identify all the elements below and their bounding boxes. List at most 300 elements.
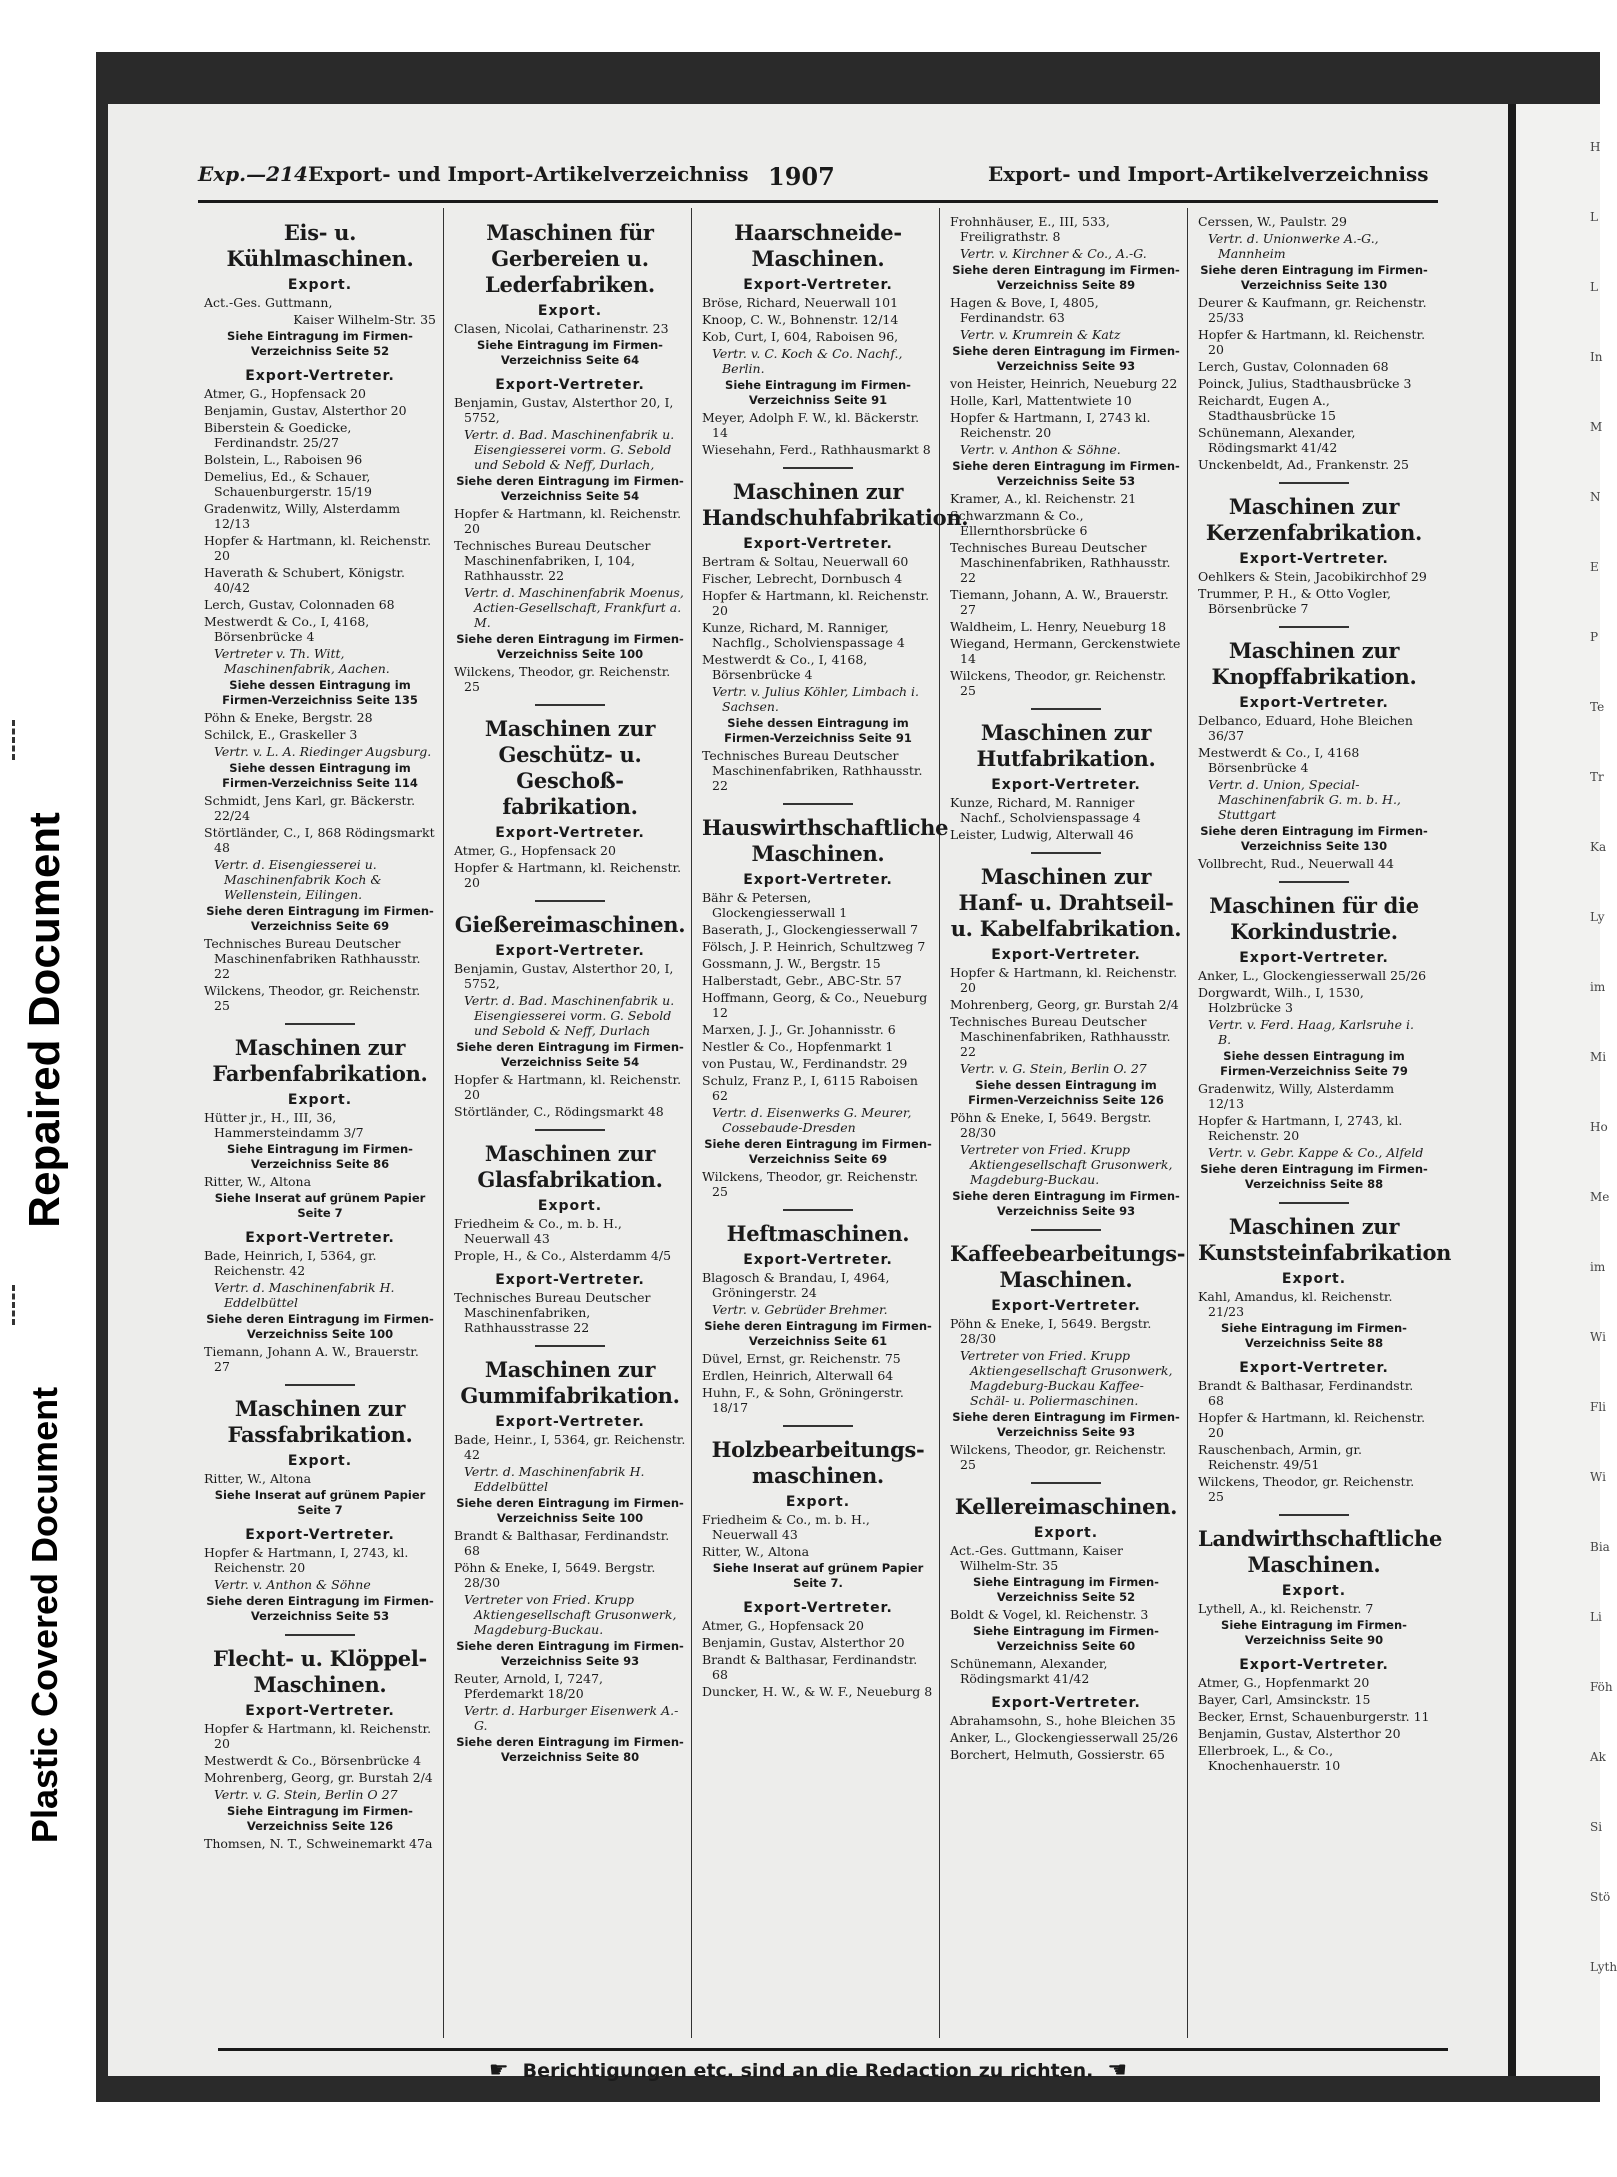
section-subtitle: Export-Vertreter. (991, 947, 1141, 963)
adjacent-page-fragment: Mi (1590, 1050, 1607, 1064)
reference-note: Siehe deren Eintragung im Firmen-Verzeichniss Seite 130 (1200, 824, 1428, 853)
directory-section (204, 1231, 436, 1374)
section-title: Maschinen zur Gummifabrikation. (460, 1357, 680, 1408)
firm-entry: Benjamin, Gustav, Alsterthor 20 (702, 1635, 905, 1650)
directory-section (950, 214, 1182, 698)
firm-entry: Marxen, J. J., Gr. Johannisstr. 6 (702, 1022, 896, 1037)
section-divider (783, 1209, 853, 1211)
firm-entry: Abrahamsohn, S., hohe Bleichen 35 (950, 1713, 1176, 1728)
section-title: Gießereimaschinen. (454, 912, 686, 937)
section-subtitle: Export. (287, 1453, 353, 1469)
firm-entry: Hopfer & Hartmann, I, 2743, kl. Reichenstr. 20 (1198, 1113, 1403, 1143)
firm-entry: Wiegand, Hermann, Gerckenstwiete 14 (950, 636, 1181, 666)
directory-section (1198, 214, 1430, 472)
firm-entry: Schünemann, Alexander, Rödingsmarkt 41/42 (1198, 425, 1356, 455)
adjacent-page-fragment: Me (1590, 1190, 1610, 1204)
firm-entry: Cerssen, W., Paulstr. 29 (1198, 214, 1347, 229)
agency-note: Vertr. v. Kirchner & Co., A.-G. (960, 246, 1147, 261)
page-footer (108, 2058, 1508, 2083)
firm-entry: Hagen & Bove, I, 4805, Ferdinandstr. 63 (950, 295, 1099, 325)
firm-entry: von Pustau, W., Ferdinandstr. 29 (702, 1056, 908, 1071)
firm-entry: Haverath & Schubert, Königstr. 40/42 (204, 565, 405, 595)
adjacent-page-fragment: Bia (1590, 1540, 1610, 1554)
column-rule (443, 208, 444, 2038)
firm-entry: Hopfer & Hartmann, kl. Reichenstr. 20 (454, 506, 682, 536)
section-title: Heftmaschinen. (726, 1221, 910, 1246)
firm-entry: Rauschenbach, Armin, gr. Reichenstr. 49/51 (1198, 1442, 1362, 1472)
agency-note: Vertr. v. Anthon & Söhne (214, 1577, 371, 1592)
section-title: Flecht- u. Klöppel-Maschinen. (213, 1646, 427, 1697)
firm-entry: von Heister, Heinrich, Neueburg 22 (950, 376, 1178, 391)
firm-entry: Brandt & Balthasar, Ferdinandstr. 68 (702, 1652, 918, 1682)
firm-entry: Technisches Bureau Deutscher Maschinenfabriken, Rathhausstrasse 22 (454, 1290, 651, 1335)
reference-note: Siehe deren Eintragung im Firmen-Verzeichniss Seite 88 (1200, 1162, 1428, 1191)
section-title: Eis- u. Kühlmaschinen. (226, 220, 414, 271)
firm-entry: Dorgwardt, Wilh., I, 1530, Holzbrücke 3 (1198, 985, 1364, 1015)
firm-entry: Fölsch, J. P. Heinrich, Schultzweg 7 (702, 939, 926, 954)
adjacent-page-fragment: Si (1590, 1820, 1603, 1834)
directory-section (950, 852, 1182, 1219)
agency-note: Vertr. d. Maschinenfabrik H. Eddelbüttel (464, 1464, 645, 1494)
firm-entry: Anker, L., Glockengiesserwall 25/26 (950, 1730, 1179, 1745)
directory-section (454, 220, 686, 368)
firm-entry: Hopfer & Hartmann, kl. Reichenstr. 20 (1198, 327, 1426, 357)
firm-entry: Bade, Heinr., I, 5364, gr. Reichenstr. 42 (454, 1432, 686, 1462)
directory-section (1198, 1514, 1443, 1648)
section-subtitle: Export-Vertreter. (743, 1252, 893, 1268)
firm-entry: Blagosch & Brandau, I, 4964, Gröningerstr. 24 (702, 1270, 890, 1300)
section-subtitle: Export. (1281, 1271, 1347, 1287)
firm-entry: Atmer, G., Hopfensack 20 (454, 843, 616, 858)
adjacent-page-fragment: Ka (1590, 840, 1607, 854)
agency-note: Vertr. v. Krumrein & Katz (960, 327, 1121, 342)
agency-note: Vertr. d. Union, Special-Maschinenfabrik G. m. b. H., Stuttgart (1208, 777, 1401, 822)
adjacent-page-fragment: H (1590, 140, 1601, 154)
section-divider (1031, 708, 1101, 710)
firm-entry: Hopfer & Hartmann, I, 2743, kl. Reichenstr. 20 (204, 1545, 409, 1575)
firm-entry: Bähr & Petersen, Glockengiesserwall 1 (702, 890, 848, 920)
section-divider (1279, 482, 1349, 484)
adjacent-page-fragment: Wi (1590, 1470, 1606, 1484)
firm-entry: Technisches Bureau Deutscher Maschinenfabriken Rathhausstr. 22 (204, 936, 421, 981)
reference-note: Siehe deren Eintragung im Firmen-Verzeichniss Seite 93 (952, 1410, 1180, 1439)
firm-entry: Atmer, G., Hopfensack 20 (702, 1618, 864, 1633)
directory-section (950, 1229, 1186, 1472)
firm-entry: Knoop, C. W., Bohnenstr. 12/14 (702, 312, 899, 327)
agency-note: Vertr. d. Eisenwerks G. Meurer, Cossebaude-Dresden (712, 1105, 912, 1135)
section-subtitle: Export. (287, 1092, 353, 1108)
directory-section (204, 1023, 436, 1221)
firm-entry: Kaiser Wilhelm-Str. 35 (293, 312, 436, 327)
reference-note: Siehe deren Eintragung im Firmen-Verzeichniss Seite 93 (456, 1639, 684, 1668)
directory-section (454, 1273, 686, 1335)
section-title: Hauswirthschaftliche Maschinen. (702, 815, 949, 866)
section-divider (1031, 1229, 1101, 1231)
directory-section (950, 708, 1182, 842)
agency-note: Vertr. v. G. Stein, Berlin O. 27 (960, 1061, 1147, 1076)
label-divider-top (12, 720, 15, 760)
section-divider (783, 467, 853, 469)
page-number: Exp.—214 (198, 162, 308, 186)
section-divider (535, 900, 605, 902)
directory-section (204, 1634, 436, 1851)
section-title: Maschinen für die Korkindustrie. (1209, 893, 1419, 944)
reference-note: Siehe deren Eintragung im Firmen-Verzeichniss Seite 53 (952, 459, 1180, 488)
section-title: Maschinen zur Glasfabrikation. (477, 1141, 663, 1192)
firm-entry: Bade, Heinrich, I, 5364, gr. Reichenstr. 42 (204, 1248, 377, 1278)
firm-entry: Benjamin, Gustav, Alsterthor 20 (1198, 1726, 1401, 1741)
directory-section (454, 704, 686, 890)
firm-entry: Tiemann, Johann A. W., Brauerstr. 27 (204, 1344, 419, 1374)
reference-note: Siehe Inserat auf grünem Papier Seite 7 (214, 1191, 426, 1220)
section-subtitle: Export. (785, 1494, 851, 1510)
section-title: Maschinen zur Knopffabrikation. (1211, 638, 1417, 689)
reference-note: Siehe deren Eintragung im Firmen-Verzeichniss Seite 54 (456, 1040, 684, 1069)
section-subtitle: Export-Vertreter. (495, 1272, 645, 1288)
section-title: Maschinen zur Hanf- u. Drahtseil- u. Kabelfabrikation. (950, 864, 1182, 941)
reference-note: Siehe Inserat auf grünem Papier Seite 7. (712, 1561, 924, 1590)
adjacent-page-fragment: M (1590, 420, 1603, 434)
firm-entry: Technisches Bureau Deutscher Maschinenfabriken, Rathhausstr. 22 (950, 540, 1171, 585)
section-divider (1279, 1514, 1349, 1516)
section-subtitle: Export-Vertreter. (1239, 551, 1389, 567)
reference-note: Siehe dessen Eintragung im Firmen-Verzeichniss Seite 114 (222, 761, 418, 790)
reference-note: Siehe deren Eintragung im Firmen-Verzeichniss Seite 69 (704, 1137, 932, 1166)
firm-entry: Huhn, F., & Sohn, Gröningerstr. 18/17 (702, 1385, 904, 1415)
reference-note: Siehe deren Eintragung im Firmen-Verzeichniss Seite 100 (456, 1496, 684, 1525)
section-subtitle: Export-Vertreter. (1239, 950, 1389, 966)
page-header (198, 162, 1438, 202)
pointing-hand-left-icon: ☚ (1107, 2058, 1128, 2083)
reference-note: Siehe Eintragung im Firmen-Verzeichniss Seite 88 (1221, 1321, 1407, 1350)
repaired-document-label: Repaired Document (20, 812, 70, 1228)
directory-section (1198, 1658, 1430, 1773)
firm-entry: Oehlkers & Stein, Jacobikirchhof 29 (1198, 569, 1427, 584)
agency-note: Vertr. d. Unionwerke A.-G., Mannheim (1208, 231, 1379, 261)
directory-section (204, 369, 436, 1013)
section-subtitle: Export. (537, 1198, 603, 1214)
adjacent-page-fragment: Li (1590, 1610, 1602, 1624)
firm-entry: Pöhn & Eneke, Bergstr. 28 (204, 710, 373, 725)
section-subtitle: Export-Vertreter. (245, 1703, 395, 1719)
section-subtitle: Export-Vertreter. (495, 377, 645, 393)
section-subtitle: Export-Vertreter. (245, 1230, 395, 1246)
directory-section (204, 1528, 436, 1624)
firm-entry: Mestwerdt & Co., Börsenbrücke 4 (204, 1753, 422, 1768)
reference-note: Siehe dessen Eintragung im Firmen-Verzeichniss Seite 91 (724, 716, 912, 745)
firm-entry: Ritter, W., Altona (204, 1471, 312, 1486)
firm-entry: Benjamin, Gustav, Alsterthor 20, I, 5752, (454, 961, 674, 991)
firm-entry: Technisches Bureau Deutscher Maschinenfabriken, I, 104, Rathhausstr. 22 (454, 538, 651, 583)
section-title: Maschinen zur Handschuhfabrikation. (702, 479, 969, 530)
adjacent-page-fragment: Tr (1590, 770, 1604, 784)
firm-entry: Lerch, Gustav, Colonnaden 68 (1198, 359, 1389, 374)
section-divider (285, 1023, 355, 1025)
firm-entry: Kunze, Richard, M. Ranniger, Nachflg., Scholvienspassage 4 (702, 620, 905, 650)
reference-note: Siehe deren Eintragung im Firmen-Verzeichniss Seite 53 (206, 1594, 434, 1623)
firm-entry: Act.-Ges. Guttmann, (204, 295, 333, 310)
directory-section (204, 1384, 436, 1518)
firm-entry: Trummer, P. H., & Otto Vogler, Börsenbrücke 7 (1198, 586, 1391, 616)
reference-note: Siehe Eintragung im Firmen-Verzeichniss Seite 52 (973, 1575, 1159, 1604)
agency-note: Vertr. d. Harburger Eisenwerk A.-G. (464, 1703, 679, 1733)
firm-entry: Schwarzmann & Co., Ellernthorsbrücke 6 (950, 508, 1088, 538)
section-divider (535, 1129, 605, 1131)
directory-section (1198, 626, 1430, 871)
firm-entry: Mestwerdt & Co., I, 4168, Börsenbrücke 4 (204, 614, 370, 644)
firm-entry: Hoffmann, Georg, & Co., Neueburg 12 (702, 990, 928, 1020)
reference-note: Siehe deren Eintragung im Firmen-Verzeichniss Seite 89 (952, 263, 1180, 292)
adjacent-page-fragment: Ly (1590, 910, 1605, 924)
section-title: Maschinen zur Kerzenfabrikation. (1205, 494, 1423, 545)
section-subtitle: Export-Vertreter. (991, 777, 1141, 793)
adjacent-page-fragment: L (1590, 280, 1598, 294)
directory-section (1198, 881, 1430, 1192)
firm-entry: Hopfer & Hartmann, kl. Reichenstr. 20 (454, 1072, 682, 1102)
firm-entry: Hopfer & Hartmann, kl. Reichenstr. 20 (950, 965, 1178, 995)
section-subtitle: Export-Vertreter. (743, 872, 893, 888)
firm-entry: Hopfer & Hartmann, kl. Reichenstr. 20 (204, 533, 432, 563)
firm-entry: Pöhn & Eneke, I, 5649. Bergstr. 28/30 (950, 1110, 1152, 1140)
firm-entry: Schünemann, Alexander, Rödingsmarkt 41/42 (950, 1656, 1108, 1686)
section-title: Maschinen zur Hutfabrikation. (976, 720, 1156, 771)
reference-note: Siehe dessen Eintragung im Firmen-Verzeichniss Seite 126 (968, 1078, 1164, 1107)
firm-entry: Wilckens, Theodor, gr. Reichenstr. 25 (204, 983, 421, 1013)
adjacent-page-fragment: im (1590, 980, 1606, 994)
reference-note: Siehe deren Eintragung im Firmen-Verzeichniss Seite 80 (456, 1735, 684, 1764)
firm-entry: Holle, Karl, Mattentwiete 10 (950, 393, 1132, 408)
firm-entry: Reuter, Arnold, I, 7247, Pferdemarkt 18/20 (454, 1671, 604, 1701)
agency-note: Vertr. v. L. A. Riedinger Augsburg. (214, 744, 432, 759)
reference-note: Siehe Eintragung im Firmen-Verzeichniss Seite 60 (973, 1624, 1159, 1653)
reference-note: Siehe Eintragung im Firmen-Verzeichniss Seite 86 (227, 1142, 413, 1171)
section-subtitle: Export. (537, 303, 603, 319)
plastic-covered-document-label: Plastic Covered Document (24, 1386, 66, 1844)
column-rule (691, 208, 692, 2038)
section-divider (285, 1384, 355, 1386)
firm-entry: Boldt & Vogel, kl. Reichenstr. 3 (950, 1607, 1149, 1622)
firm-entry: Wiesehahn, Ferd., Rathhausmarkt 8 (702, 442, 931, 457)
agency-note: Vertr. v. Anthon & Söhne. (960, 442, 1121, 457)
firm-entry: Brandt & Balthasar, Ferdinandstr. 68 (454, 1528, 670, 1558)
agency-note: Vertreter von Fried. Krupp Aktiengesellschaft Grusonwerk, Magdeburg-Buckau Kaffee-Schäl- u. Poliermaschinen. (960, 1348, 1173, 1408)
firm-entry: Gradenwitz, Willy, Alsterdamm 12/13 (204, 501, 401, 531)
section-divider (1031, 852, 1101, 854)
section-subtitle: Export-Vertreter. (1239, 695, 1389, 711)
column-1 (204, 214, 436, 2039)
directory-section (454, 378, 686, 694)
column-2 (454, 214, 686, 2039)
firm-entry: Wilckens, Theodor, gr. Reichenstr. 25 (950, 668, 1167, 698)
section-divider (783, 803, 853, 805)
agency-note: Vertr. v. Ferd. Haag, Karlsruhe i. B. (1208, 1017, 1415, 1047)
firm-entry: Friedheim & Co., m. b. H., Neuerwall 43 (702, 1512, 870, 1542)
firm-entry: Mohrenberg, Georg, gr. Burstah 2/4 (950, 997, 1179, 1012)
firm-entry: Hopfer & Hartmann, kl. Reichenstr. 20 (702, 588, 930, 618)
firm-entry: Act.-Ges. Guttmann, Kaiser Wilhelm-Str. 35 (950, 1543, 1124, 1573)
firm-entry: Clasen, Nicolai, Catharinenstr. 23 (454, 321, 669, 336)
section-subtitle: Export-Vertreter. (743, 536, 893, 552)
firm-entry: Meyer, Adolph F. W., kl. Bäckerstr. 14 (702, 410, 920, 440)
firm-entry: Pöhn & Eneke, I, 5649. Bergstr. 28/30 (950, 1316, 1152, 1346)
firm-entry: Anker, L., Glockengiesserwall 25/26 (1198, 968, 1427, 983)
section-subtitle: Export-Vertreter. (495, 943, 645, 959)
section-title: Maschinen zur Geschütz- u. Geschoß-fabrikation. (484, 716, 656, 819)
pointing-hand-right-icon: ☛ (488, 2058, 509, 2083)
directory-section (950, 1482, 1182, 1686)
adjacent-page-fragment: Stö (1590, 1890, 1611, 1904)
directory-section (702, 1209, 934, 1415)
section-subtitle: Export-Vertreter. (1239, 1360, 1389, 1376)
header-title-right: Export- und Import-Artikelverzeichniss (988, 162, 1429, 186)
adjacent-page-fragment: L (1590, 210, 1598, 224)
firm-entry: Ritter, W., Altona (702, 1544, 810, 1559)
adjacent-page-fragment: In (1590, 350, 1603, 364)
directory-section (950, 1696, 1182, 1762)
firm-entry: Hütter jr., H., III, 36, Hammersteindamm 3/7 (204, 1110, 364, 1140)
firm-entry: Wilckens, Theodor, gr. Reichenstr. 25 (454, 664, 671, 694)
firm-entry: Frohnhäuser, E., III, 533, Freiligrathstr. 8 (950, 214, 1110, 244)
directory-section (454, 900, 686, 1119)
firm-entry: Düvel, Ernst, gr. Reichenstr. 75 (702, 1351, 901, 1366)
directory-section (702, 467, 969, 793)
section-subtitle: Export-Vertreter. (495, 1414, 645, 1430)
firm-entry: Benjamin, Gustav, Alsterthor 20 (204, 403, 407, 418)
firm-entry: Becker, Ernst, Schauenburgerstr. 11 (1198, 1709, 1430, 1724)
firm-entry: Schilck, E., Graskeller 3 (204, 727, 358, 742)
reference-note: Siehe deren Eintragung im Firmen-Verzeichniss Seite 69 (206, 904, 434, 933)
firm-entry: Delbanco, Eduard, Hohe Bleichen 36/37 (1198, 713, 1413, 743)
firm-entry: Technisches Bureau Deutscher Maschinenfabriken, Rathhausstr. 22 (702, 748, 923, 793)
section-subtitle: Export-Vertreter. (991, 1298, 1141, 1314)
agency-note: Vertr. v. Julius Köhler, Limbach i. Sachsen. (712, 684, 919, 714)
agency-note: Vertreter von Fried. Krupp Aktiengesellschaft Grusonwerk, Magdeburg-Buckau. (464, 1592, 677, 1637)
firm-entry: Mohrenberg, Georg, gr. Burstah 2/4 (204, 1770, 433, 1785)
firm-entry: Mestwerdt & Co., I, 4168 Börsenbrücke 4 (1198, 745, 1360, 775)
firm-entry: Hopfer & Hartmann, I, 2743 kl. Reichenstr. 20 (950, 410, 1151, 440)
firm-entry: Borchert, Helmuth, Gossierstr. 65 (950, 1747, 1165, 1762)
adjacent-page-fragment: P (1590, 630, 1599, 644)
header-title-left: Export- und Import-Artikelverzeichniss (308, 162, 749, 186)
directory-section (702, 220, 934, 457)
section-subtitle: Export-Vertreter. (1239, 1657, 1389, 1673)
header-year: 1907 (768, 162, 835, 191)
firm-entry: Tiemann, Johann, A. W., Brauerstr. 27 (950, 587, 1169, 617)
directory-section (204, 220, 436, 359)
firm-entry: Halberstadt, Gebr., ABC-Str. 57 (702, 973, 902, 988)
document-page (108, 104, 1508, 2083)
firm-entry: Hopfer & Hartmann, kl. Reichenstr. 20 (204, 1721, 432, 1751)
firm-entry: Brandt & Balthasar, Ferdinandstr. 68 (1198, 1378, 1414, 1408)
firm-entry: Hopfer & Hartmann, kl. Reichenstr. 20 (454, 860, 682, 890)
section-subtitle: Export-Vertreter. (495, 825, 645, 841)
adjacent-page-fragment: Ak (1590, 1750, 1606, 1764)
section-title: Landwirthschaftliche Maschinen. (1198, 1526, 1443, 1577)
reference-note: Siehe dessen Eintragung im Firmen-Verzeichniss Seite 79 (1220, 1049, 1408, 1078)
firm-entry: Erdlen, Heinrich, Alterwall 64 (702, 1368, 894, 1383)
firm-entry: Bayer, Carl, Amsinckstr. 15 (1198, 1692, 1371, 1707)
directory-section (1198, 1361, 1430, 1504)
firm-entry: Prople, H., & Co., Alsterdamm 4/5 (454, 1248, 672, 1263)
column-rule (1187, 208, 1188, 2038)
top-margin (0, 0, 1600, 52)
column-4 (950, 214, 1186, 2039)
agency-note: Vertr. v. Gebrüder Brehmer. (712, 1302, 888, 1317)
reference-note: Siehe deren Eintragung im Firmen-Verzeichniss Seite 100 (206, 1312, 434, 1341)
firm-entry: Benjamin, Gustav, Alsterthor 20, I, 5752, (454, 395, 674, 425)
agency-note: Vertr. d. Maschinenfabrik H. Eddelbüttel (214, 1280, 395, 1310)
firm-entry: Pöhn & Eneke, I, 5649. Bergstr. 28/30 (454, 1560, 656, 1590)
adjacent-page-fragment: N (1590, 490, 1601, 504)
firm-entry: Wilckens, Theodor, gr. Reichenstr. 25 (1198, 1474, 1415, 1504)
section-title: Kaffeebearbeitungs-Maschinen. (950, 1241, 1186, 1292)
firm-entry: Demelius, Ed., & Schauer, Schauenburgerstr. 15/19 (204, 469, 372, 499)
firm-entry: Lythell, A., kl. Reichenstr. 7 (1198, 1601, 1374, 1616)
section-divider (535, 1345, 605, 1347)
agency-note: Vertr. v. G. Stein, Berlin O 27 (214, 1787, 398, 1802)
section-title: Kellereimaschinen. (954, 1494, 1178, 1519)
directory-section (1198, 482, 1430, 616)
section-divider (1279, 881, 1349, 883)
column-rule (939, 208, 940, 2038)
firm-entry: Deurer & Kaufmann, gr. Reichenstr. 25/33 (1198, 295, 1427, 325)
section-title: Holzbearbeitungs-maschinen. (711, 1437, 925, 1488)
section-subtitle: Export-Vertreter. (743, 1600, 893, 1616)
firm-entry: Ritter, W., Altona (204, 1174, 312, 1189)
section-subtitle: Export. (1281, 1583, 1347, 1599)
directory-section (454, 1345, 686, 1765)
section-subtitle: Export-Vertreter. (245, 1527, 395, 1543)
section-title: Maschinen zur Fassfabrikation. (227, 1396, 413, 1447)
directory-section (702, 1601, 934, 1699)
directory-section (702, 803, 949, 1199)
firm-entry: Vollbrecht, Rud., Neuerwall 44 (1198, 856, 1394, 871)
section-subtitle: Export-Vertreter. (743, 277, 893, 293)
firm-entry: Atmer, G., Hopfensack 20 (204, 386, 366, 401)
directory-section (702, 1425, 934, 1591)
adjacent-page-fragment: Lyth (1590, 1960, 1617, 1974)
reference-note: Siehe Eintragung im Firmen-Verzeichniss Seite 90 (1221, 1618, 1407, 1647)
label-divider-bottom (12, 1285, 15, 1325)
firm-entry: Kob, Curt, I, 604, Raboisen 96, (702, 329, 899, 344)
firm-entry: Atmer, G., Hopfenmarkt 20 (1198, 1675, 1370, 1690)
section-subtitle: Export. (1033, 1525, 1099, 1541)
reference-note: Siehe Eintragung im Firmen-Verzeichniss Seite 126 (227, 1804, 413, 1833)
reference-note: Siehe deren Eintragung im Firmen-Verzeichniss Seite 93 (952, 344, 1180, 373)
adjacent-page-fragment: Ho (1590, 1120, 1608, 1134)
agency-note: Vertreter v. Th. Witt, Maschinenfabrik, Aachen. (214, 646, 390, 676)
firm-entry: Wilckens, Theodor, gr. Reichenstr. 25 (702, 1169, 919, 1199)
adjacent-page-fragment: Fli (1590, 1400, 1607, 1414)
firm-entry: Mestwerdt & Co., I, 4168, Börsenbrücke 4 (702, 652, 868, 682)
firm-entry: Schmidt, Jens Karl, gr. Bäckerstr. 22/24 (204, 793, 416, 823)
reference-note: Siehe deren Eintragung im Firmen-Verzeichniss Seite 130 (1200, 263, 1428, 292)
firm-entry: Störtländer, C., I, 868 Rödingsmarkt 48 (204, 825, 435, 855)
firm-entry: Nestler & Co., Hopfenmarkt 1 (702, 1039, 894, 1054)
agency-note: Vertr. v. Gebr. Kappe & Co., Alfeld (1208, 1145, 1424, 1160)
reference-note: Siehe deren Eintragung im Firmen-Verzeichniss Seite 93 (952, 1189, 1180, 1218)
firm-entry: Bolstein, L., Raboisen 96 (204, 452, 363, 467)
firm-entry: Kunze, Richard, M. Ranniger Nachf., Scholvienspassage 4 (950, 795, 1141, 825)
reference-note: Siehe deren Eintragung im Firmen-Verzeichniss Seite 100 (456, 632, 684, 661)
adjacent-page-fragment: E (1590, 560, 1599, 574)
firm-entry: Störtländer, C., Rödingsmarkt 48 (454, 1104, 664, 1119)
firm-entry: Duncker, H. W., & W. F., Neueburg 8 (702, 1684, 933, 1699)
section-subtitle: Export-Vertreter. (991, 1695, 1141, 1711)
firm-entry: Leister, Ludwig, Alterwall 46 (950, 827, 1134, 842)
section-divider (535, 704, 605, 706)
section-title: Maschinen für Gerbereien u. Lederfabriken. (485, 220, 655, 297)
